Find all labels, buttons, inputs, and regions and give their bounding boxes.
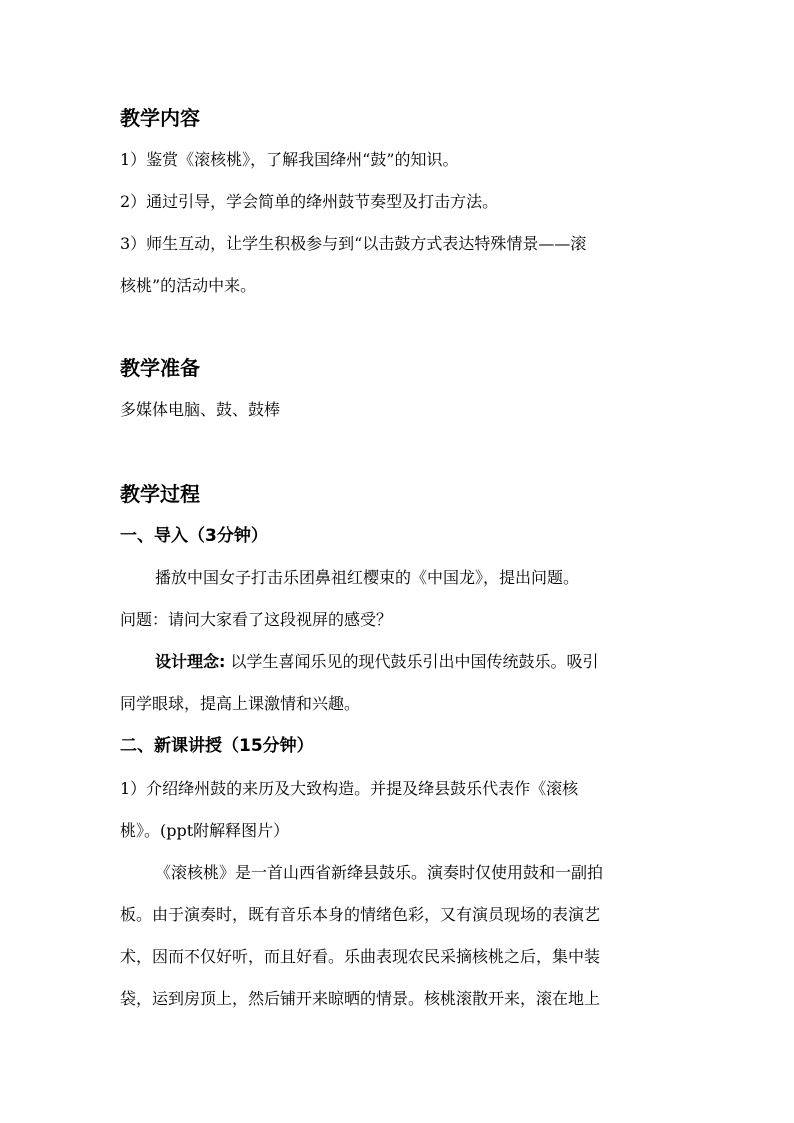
content-item-3: 3）师生互动，让学生积极参与到“以击鼓方式表达特殊情景——滚 (120, 234, 587, 253)
content-item-2: 2）通过引导，学会简单的绛州鼓节奏型及打击方法。 (120, 192, 499, 211)
lesson-line-3: 《滚核桃》是一首山西省新绛县鼓乐。演奏时仅使用鼓和一副拍 (155, 863, 604, 882)
heading-teaching-prep: 教学准备 (120, 356, 200, 380)
lesson-line-5: 术，因而不仅好听，而且好看。乐曲表现农民采摘核桃之后，集中装 (120, 947, 601, 966)
design-concept-text: 以学生喜闻乐见的现代鼓乐引出中国传统鼓乐。吸引 (230, 652, 599, 671)
heading-teaching-content: 教学内容 (120, 106, 200, 130)
content-item-3-cont: 核桃”的活动中来。 (120, 276, 257, 295)
lesson-line-4: 板。由于演奏时，既有音乐本身的情绪色彩，又有演员现场的表演艺 (120, 905, 601, 924)
heading-teaching-process: 教学过程 (120, 482, 200, 506)
content-item-1: 1）鉴赏《滚核桃》，了解我国绛州“鼓”的知识。 (120, 150, 459, 169)
lesson-line-6: 袋，运到房顶上，然后铺开来晾晒的情景。核桃滚散开来，滚在地上 (120, 989, 601, 1008)
lesson-line-1: 1）介绍绛州鼓的来历及大致构造。并提及绛县鼓乐代表作《滚核 (120, 779, 579, 798)
intro-question: 问题：请问大家看了这段视屏的感受？ (120, 610, 393, 629)
section-intro-title: 一、导入（3分钟） (120, 526, 268, 546)
design-concept-line (155, 650, 599, 674)
intro-line-1: 播放中国女子打击乐团鼻祖红樱束的《中国龙》，提出问题。 (155, 568, 580, 587)
lesson-line-2: 桃》。(ppt附解释图片） (120, 821, 290, 840)
prep-materials: 多媒体电脑、鼓、鼓棒 (120, 400, 281, 419)
design-concept-cont: 同学眼球，提高上课激情和兴趣。 (120, 694, 361, 713)
section-new-lesson-title: 二、新课讲授（15分钟） (120, 736, 314, 756)
design-concept-label: 设计理念: (155, 652, 226, 671)
